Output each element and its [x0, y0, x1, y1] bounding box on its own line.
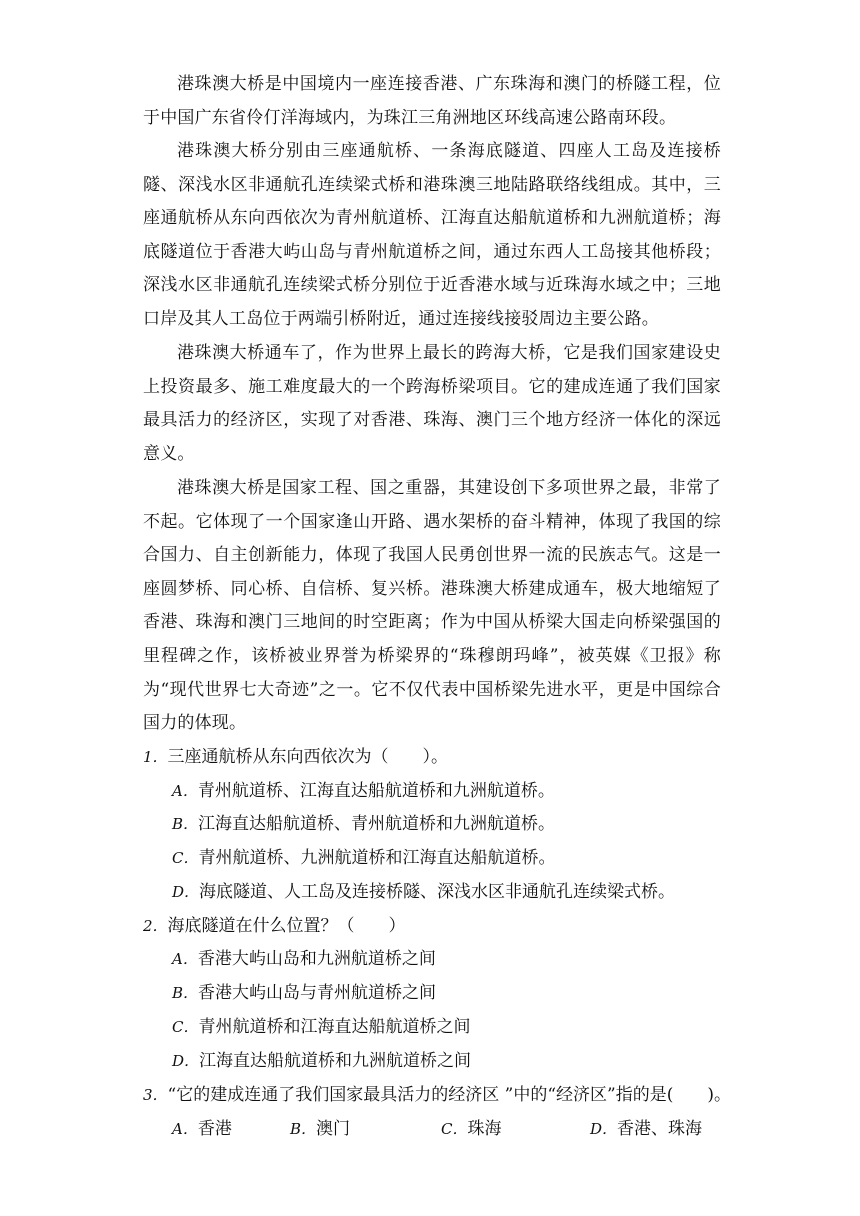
passage-paragraph-2: 港珠澳大桥分别由三座通航桥、一条海底隧道、四座人工岛及连接桥隧、深浅水区非通航孔连续梁式桥和港珠澳三地陆路联络线组成。其中，三座通航桥从东向西依次为青州航道桥、江海直达船航道桥和九洲航道桥；海底隧道位于香港大屿山岛与青州航道桥之间，通过东西人工岛接其他桥段；深浅水区非通航孔连续梁式桥分别位于近香港水域与近珠海水域之中；三地口岸及其人工岛位于两端引桥附近，通过连接线接驳周边主要公路。 — [143, 141, 721, 329]
option-text: 香港、珠海 — [617, 1119, 703, 1139]
question-3-option-b — [290, 1113, 350, 1147]
option-letter: D． — [172, 1052, 200, 1070]
question-number: 3． — [143, 1086, 168, 1104]
question-3 — [143, 1079, 743, 1113]
passage-paragraph-4: 港珠澳大桥是国家工程、国之重器，其建设创下多项世界之最，非常了不起。它体现了一个国家逢山开路、遇水架桥的奋斗精神，体现了我国的综合国力、自主创新能力，体现了我国人民勇创世界一流的民族志气。这是一座圆梦桥、同心桥、自信桥、复兴桥。港珠澳大桥建成通车，极大地缩短了香港、珠海和澳门三地间的时空距离；作为中国从桥梁大国走向桥梁强国的里程碑之作，该桥被业界誉为桥梁界的“珠穆朗玛峰”，被英媒《卫报》称为“现代世界七大奇迹”之一。它不仅代表中国桥梁先进水平，更是中国综合国力的体现。 — [143, 478, 721, 734]
option-letter: C． — [441, 1120, 468, 1138]
option-text: 香港大屿山岛与青州航道桥之间 — [198, 983, 437, 1003]
option-text: 青州航道桥、江海直达船航道桥和九洲航道桥。 — [197, 781, 555, 801]
question-1-option-b — [172, 808, 742, 842]
option-letter: A． — [172, 1120, 198, 1138]
option-text: 海底隧道、人工岛及连接桥隧、深浅水区非通航孔连续梁式桥。 — [199, 882, 676, 902]
question-1-option-a — [172, 775, 742, 809]
question-3-option-c — [441, 1113, 501, 1147]
option-text: 江海直达船航道桥、青州航道桥和九洲航道桥。 — [198, 814, 556, 834]
option-text: 青州航道桥和江海直达船航道桥之间 — [198, 1017, 471, 1037]
option-letter: B． — [172, 984, 199, 1002]
option-letter: A． — [172, 782, 198, 800]
question-1 — [143, 741, 743, 775]
question-stem: “它的建成连通了我们国家最具活力的经济区 ”中的“经济区”指的是( )。 — [167, 1085, 731, 1105]
passage-paragraph-3: 港珠澳大桥通车了，作为世界上最长的跨海大桥，它是我们国家建设史上投资最多、施工难度最大的一个跨海桥梁项目。它的建成连通了我们国家最具活力的经济区，实现了对香港、珠海、澳门三个地方经济一体化的深远意义。 — [143, 343, 721, 464]
option-letter: B． — [172, 815, 199, 833]
question-2 — [143, 910, 743, 944]
option-letter: D． — [172, 883, 200, 901]
option-letter: D． — [590, 1120, 618, 1138]
question-number: 1． — [143, 748, 168, 766]
option-letter: C． — [172, 849, 199, 867]
option-text: 香港 — [197, 1119, 232, 1139]
question-2-option-d — [172, 1045, 742, 1079]
question-number: 2． — [143, 917, 168, 935]
question-3-option-a — [172, 1113, 232, 1147]
question-2-option-a — [172, 943, 742, 977]
question-1-option-d — [172, 876, 742, 910]
option-text: 香港大屿山岛和九洲航道桥之间 — [197, 949, 436, 969]
option-letter: B． — [290, 1120, 317, 1138]
question-1-option-c — [172, 842, 742, 876]
option-letter: A． — [172, 950, 198, 968]
question-stem: 三座通航桥从东向西依次为（ ）。 — [167, 747, 449, 767]
option-text: 青州航道桥、九洲航道桥和江海直达船航道桥。 — [198, 848, 556, 868]
question-2-option-c — [172, 1011, 742, 1045]
question-2-option-b — [172, 977, 742, 1011]
option-text: 珠海 — [467, 1119, 502, 1139]
option-text: 江海直达船航道桥和九洲航道桥之间 — [199, 1051, 472, 1071]
option-text: 澳门 — [316, 1119, 351, 1139]
option-letter: C． — [172, 1018, 199, 1036]
passage-paragraph-1: 港珠澳大桥是中国境内一座连接香港、广东珠海和澳门的桥隧工程，位于中国广东省伶仃洋海域内，为珠江三角洲地区环线高速公路南环段。 — [143, 74, 721, 128]
question-3-option-d — [590, 1113, 702, 1147]
question-stem: 海底隧道在什么位置？（ ） — [167, 916, 406, 936]
